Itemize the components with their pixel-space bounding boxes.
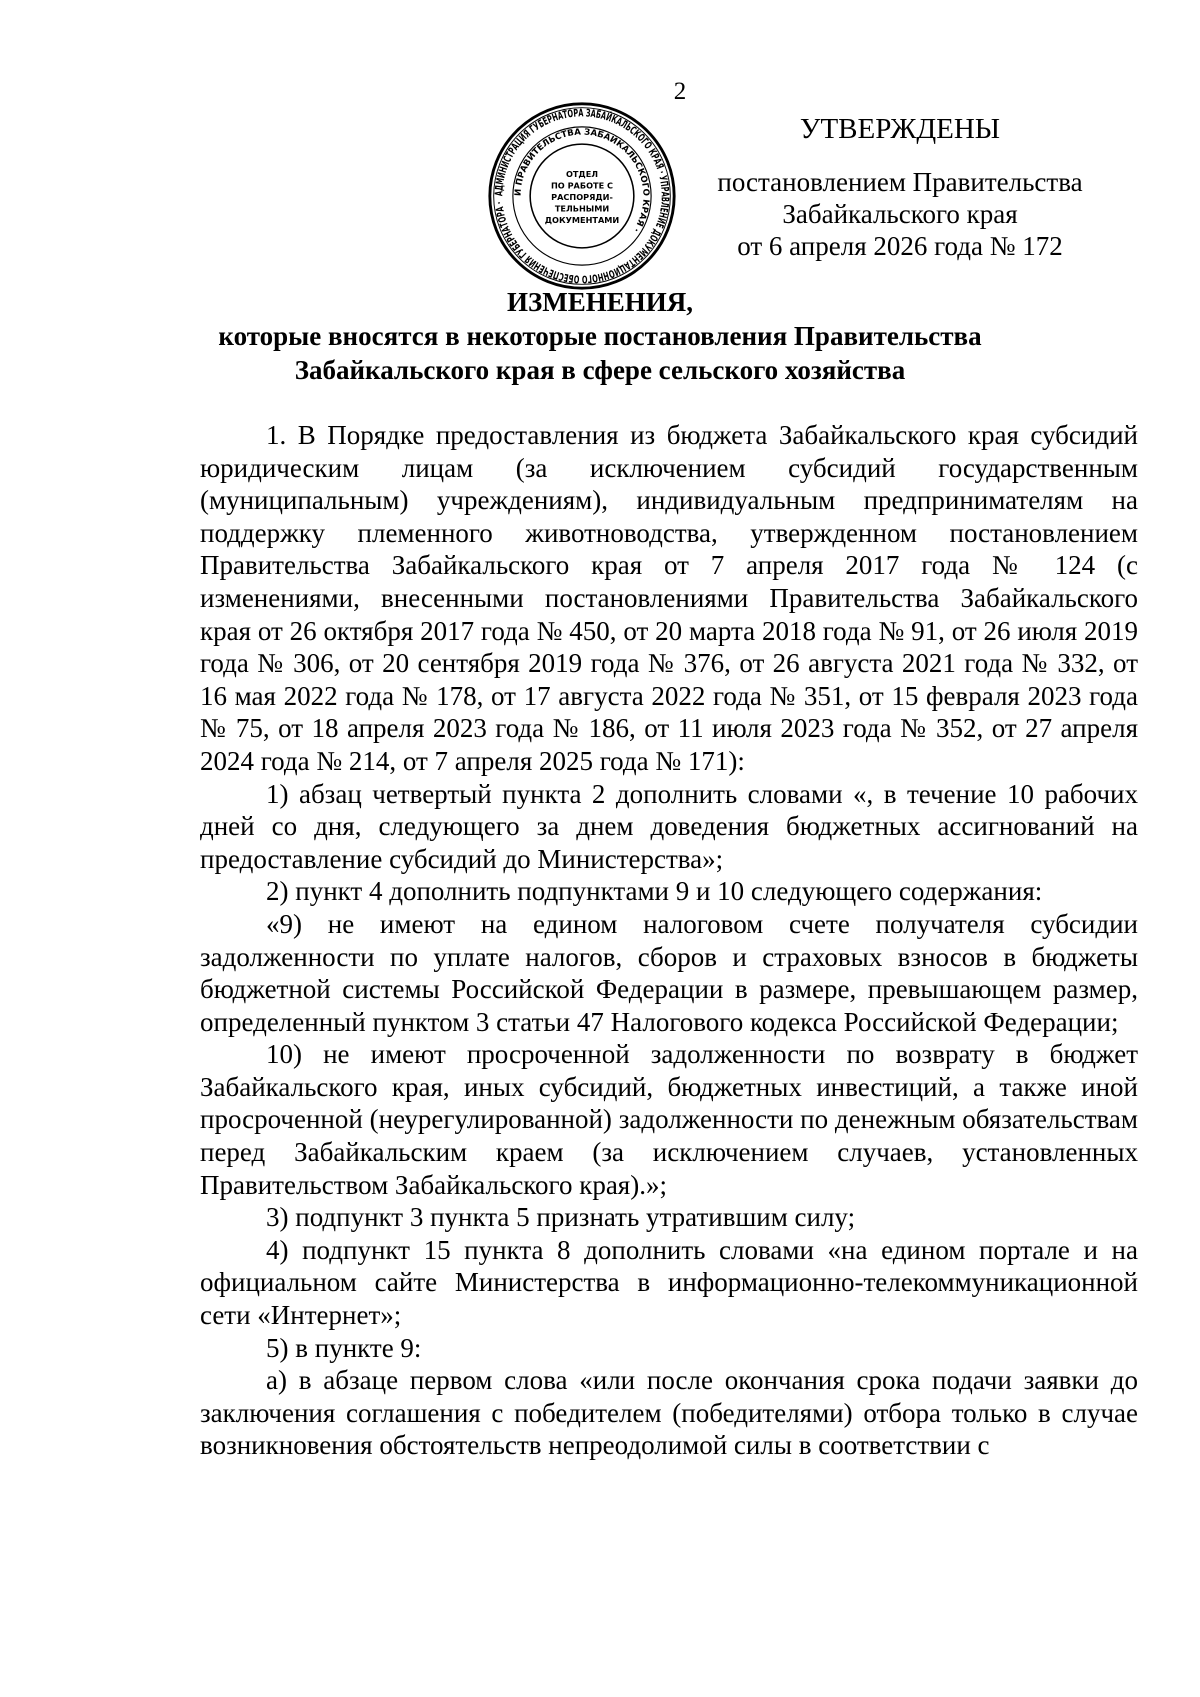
paragraph-2: 1) абзац четвертый пункта 2 дополнить словами «, в течение 10 рабочих дней со дня, следующего за днем доведения бюджетных ассигнований на предоставление субсидий до Министерства»;: [200, 778, 1138, 874]
title-line-1: ИЗМЕНЕНИЯ,: [506, 287, 693, 317]
approval-line-3: от 6 апреля 2026 года № 172: [737, 231, 1063, 261]
document-body: [200, 419, 1138, 1462]
paragraph-5: 10) не имеют просроченной задолженности по возврату в бюджет Забайкальского края, иных субсидий, бюджетных инвестиций, а также иной просроченной (неурегулированной) задолженности по денежным обязательствам перед Забайкальским краем (за исключением случаев, установленных Правительством Забайкальского края).»;: [200, 1039, 1138, 1200]
stamp-inner-text: И ПРАВИТЕЛЬСТВА ЗАБАЙКАЛЬСКОГО КРАЯ ·: [513, 127, 651, 234]
document-title: [0, 285, 1200, 387]
paragraph-8: 5) в пункте 9:: [266, 1332, 422, 1363]
paragraph-4: «9) не имеют на едином налоговом счете получателя субсидии задолженности по уплате налогов, сборов и страховых взносов в бюджеты бюджетной системы Российской Федерации в размере, превышающем размер, определенный пунктом 3 статьи 47 Налогового кодекса Российской Федерации;: [200, 908, 1138, 1037]
paragraph-1: 1. В Порядке предоставления из бюджета Забайкальского края субсидий юридическим лицам (за исключением субсидий государственным (муниципальным) учреждениям), индивидуальным предпринимателям на поддержку племенного животноводства, утвержденном постановлением Правительства Забайкальского края от 7 апреля 2017 года № 124 (с изменениями, внесенными постановлениями Правительства Забайкальского края от 26 октября 2017 года № 450, от 20 марта 2018 года № 91, от 26 июля 2019 года № 306, от 20 сентября 2019 года № 376, от 26 августа 2021 года № 332, от 16 мая 2022 года № 178, от 17 августа 2022 года № 351, от 15 февраля 2023 года № 75, от 18 апреля 2023 года № 186, от 11 июля 2023 года № 352, от 27 апреля 2024 года № 214, от 7 апреля 2025 года № 171):: [200, 420, 1138, 776]
page-number: 2: [673, 78, 687, 105]
paragraph-7: 4) подпункт 15 пункта 8 дополнить словами «на едином портале и на официальном сайте Министерства в информационно-телекоммуникационной сети «Интернет»;: [200, 1234, 1138, 1331]
approval-heading: УТВЕРЖДЕНЫ: [799, 113, 1001, 145]
stamp-center-line-2: ПО РАБОТЕ С: [550, 180, 614, 191]
stamp-outer-text: АДМИНИСТРАЦИЯ ГУБЕРНАТОРА ЗАБАЙКАЛЬСКОГО КРАЯ · УПРАВЛЕНИЕ ДОКУМЕНТАЦИОННОГО ОБЕСПЕЧЕНИЯ ГУБЕРНАТОРА ·: [493, 107, 671, 285]
title-line-2: которые вносятся в некоторые постановления Правительства: [218, 321, 982, 351]
stamp-center-line-3: РАСПОРЯДИ-: [551, 191, 613, 202]
approval-line-2: Забайкальского края: [782, 199, 1018, 229]
paragraph-3: 2) пункт 4 дополнить подпунктами 9 и 10 следующего содержания:: [266, 876, 1043, 907]
approval-line-1: постановлением Правительства: [717, 167, 1083, 197]
title-line-3: Забайкальского края в сфере сельского хозяйства: [294, 355, 906, 385]
stamp-center-line-4: ТЕЛЬНЫМИ: [554, 203, 610, 214]
stamp-center-line-5: ДОКУМЕНТАМИ: [544, 214, 620, 225]
paragraph-6: 3) подпункт 3 пункта 5 признать утратившим силу;: [266, 1202, 856, 1233]
stamp-center-line-1: ОТДЕЛ: [565, 168, 599, 179]
approval-block: [705, 166, 1095, 262]
paragraph-9: а) в абзаце первом слова «или после окончания срока подачи заявки до заключения соглашения с победителем (победителями) отбора только в случае возникновения обстоятельств непреодолимой силы в соответствии с: [200, 1365, 1138, 1461]
stamp-seal: [486, 100, 678, 292]
